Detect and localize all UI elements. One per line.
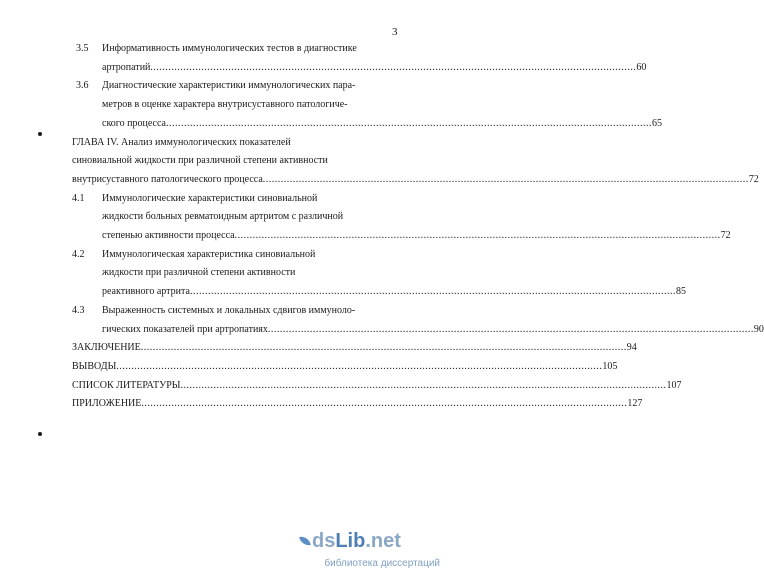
leader-dots — [141, 395, 627, 414]
toc-entry-line: ГЛАВА IV. Анализ иммунологических показателей — [72, 136, 291, 148]
toc-entry-line-last: реактивного артрита — [102, 286, 190, 298]
toc-entry-line-last: артропатий — [102, 61, 151, 73]
margin-dot-mark — [38, 132, 42, 136]
leader-dots — [181, 377, 667, 396]
toc-entry-line: Выраженность системных и локальных сдвигов иммуноло- — [102, 304, 356, 316]
toc-entry-page: 65 — [651, 117, 662, 129]
toc-entry-line: Диагностические характеристики иммунологических пара- — [102, 80, 356, 92]
toc-entry-line: Иммунологические характеристики синовиальной — [102, 192, 318, 204]
toc-entry-title: ЗАКЛЮЧЕНИЕ — [72, 342, 141, 354]
toc-entry-title: ПРИЛОЖЕНИЕ — [72, 398, 142, 410]
toc-entry-line: метров в оценке характера внутрисуставного патологиче- — [102, 99, 348, 111]
leader-dots — [263, 171, 749, 190]
toc-entry-title: ВЫВОДЫ — [72, 360, 117, 372]
toc-entry-line: Информативность иммунологических тестов в диагностике — [102, 43, 357, 54]
toc-entry-page: 85 — [675, 286, 686, 298]
toc-entry-page: 127 — [627, 398, 643, 410]
toc-entry-page: 72 — [720, 230, 731, 242]
toc-entry-number: 4.1 — [72, 192, 85, 204]
leaf-icon — [299, 535, 311, 547]
leader-dots — [268, 321, 754, 340]
toc-entry-page: 72 — [748, 173, 759, 185]
toc-entry-line-last: внутрисуставного патологического процесса — [72, 173, 263, 185]
toc-entry-number: 4.2 — [72, 248, 85, 260]
toc-entry-page: 94 — [626, 342, 637, 354]
toc-entry-page: 90 — [753, 323, 764, 335]
leader-dots — [166, 115, 652, 134]
toc-entry-page: 107 — [666, 379, 682, 391]
toc-entry-4-2 — [72, 246, 686, 302]
leader-dots — [150, 59, 636, 78]
toc-entry-3-6 — [72, 77, 662, 133]
leader-dots — [190, 283, 676, 302]
page-number: 3 — [392, 26, 398, 38]
margin-dot-mark — [38, 432, 42, 436]
toc-entry-line-last: гических показателей при артропатиях — [102, 323, 268, 335]
toc-entry-line: жидкости больных ревматоидным артритом с различной — [102, 211, 344, 223]
table-of-contents — [72, 40, 764, 414]
toc-entry-number: 4.3 — [72, 304, 85, 316]
toc-entry-title: СПИСОК ЛИТЕРАТУРЫ — [72, 379, 181, 391]
leader-dots — [141, 339, 627, 358]
toc-entry-4-3 — [72, 302, 764, 339]
watermark — [300, 530, 440, 569]
toc-entry-findings — [72, 358, 618, 377]
toc-entry-line-last: ского процесса — [102, 117, 166, 129]
toc-entry-number: 3.6 — [76, 80, 89, 92]
watermark-tagline: библиотека диссертаций — [324, 558, 440, 569]
toc-entry-line: жидкости при различной степени активности — [102, 267, 296, 279]
toc-entry-chapter-4 — [72, 134, 759, 190]
toc-entry-4-1 — [72, 190, 731, 246]
dslib-logo: ds Lib .net — [300, 530, 440, 552]
toc-entry-number: 3.5 — [76, 43, 89, 54]
toc-entry-line: синовиальной жидкости при различной степени активности — [72, 155, 328, 167]
toc-entry-references — [72, 377, 682, 396]
leader-dots — [235, 227, 721, 246]
toc-entry-3-5 — [72, 40, 647, 77]
toc-entry-line-last: степенью активности процесса — [102, 230, 235, 242]
toc-entry-page: 105 — [602, 360, 618, 372]
toc-entry-conclusion — [72, 339, 637, 358]
toc-entry-page: 60 — [636, 61, 647, 73]
leader-dots — [116, 358, 602, 377]
toc-entry-line: Иммунологическая характеристика синовиальной — [102, 248, 316, 260]
toc-entry-appendix — [72, 395, 643, 414]
